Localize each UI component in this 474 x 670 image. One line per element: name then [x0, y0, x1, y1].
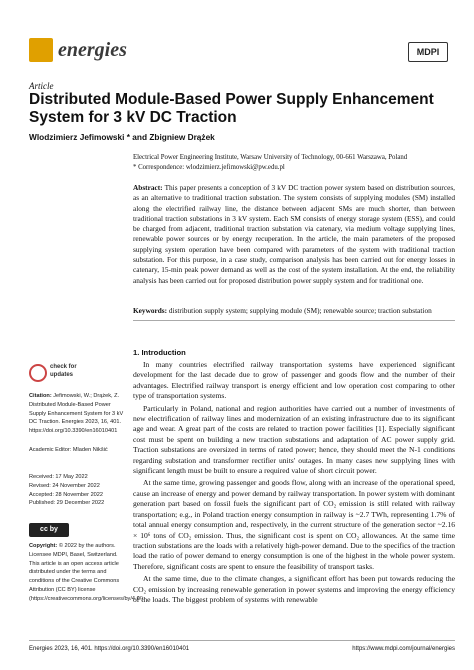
copyright-text: © 2022 by the authors. Licensee MDPI, Basel, Switzerland. This article is an open access article distributed under the terms and conditions of the Creative Commons Attribution (CC BY) license (https://creativecommons.org/licenses/by/4.0/). — [29, 543, 145, 602]
abstract-label: Abstract: — [133, 183, 163, 192]
keywords — [133, 306, 455, 316]
citation-text[interactable]: Jefimowski, W.; Drążek, Z. Distributed Module-Based Power Supply Enhancement System for 3 kV DC Traction. Energies 2023, 16, 401. https://doi.org/10.3390/en16010401 — [29, 393, 124, 435]
dates — [29, 473, 127, 508]
published-date: Published: 29 December 2022 — [29, 500, 105, 507]
footer-divider — [29, 640, 455, 641]
copyright-label: Copyright: — [29, 543, 58, 549]
keywords-label: Keywords: — [133, 306, 168, 315]
article-title: Distributed Module-Based Power Supply Enhancement System for 3 kV DC Traction — [29, 91, 434, 126]
abstract — [133, 183, 455, 286]
article-type: Article — [29, 81, 54, 91]
citation-label: Citation: — [29, 393, 52, 399]
abstract-text: This paper presents a conception of 3 kV DC traction power system based on distribution sources, as an alternative to traditional traction substation. The system consists of supplying modules (SM) installed along the electrified railway line, the distance between adjacent SMs are much shorter, than between traditional traction substations in 3 kV system. Each SM consists of energy storage system (ESS), and could be charged from adjacent, traditional traction substation via catenary, via medium voltage supplying lines, renewable power sources or by energy recuperation. In the article, the main parameters of the proposed supplying system operation have been compared with parameters of the system with traditional traction substation. For this purpose, in a case study, comparison analysis has been carried out for energy losses in catenary, 15-min peak power demand as well as the cost of the system installation. At the end, the reliability analysis has been carried out for proposed distribution power supply system and for traditional one. — [133, 183, 455, 285]
academic-editor: Academic Editor: Mladen Nikšić — [29, 447, 108, 453]
introduction-body — [133, 360, 455, 607]
accepted-date: Accepted: 28 November 2022 — [29, 491, 104, 498]
footer-journal-link[interactable]: https://www.mdpi.com/journal/energies — [352, 646, 455, 652]
affiliation: Electrical Power Engineering Institute, Warsaw University of Technology, 00-661 Warszawa, Poland — [133, 154, 408, 161]
copyright — [29, 542, 145, 604]
correspondence[interactable]: * Correspondence: wlodzimierz.jefimowski@pw.edu.pl — [133, 164, 285, 171]
publisher-logo[interactable]: MDPI — [408, 42, 448, 62]
keywords-text: distribution supply system; supplying module (SM); renewable source; traction substation — [168, 306, 432, 315]
author-list: Wlodzimierz Jefimowski * and Zbigniew Drążek — [29, 132, 215, 142]
footer-citation[interactable]: Energies 2023, 16, 401. https://doi.org/10.3390/en16010401 — [29, 646, 190, 652]
paragraph: Particularly in Poland, national and region authorities have carried out a number of investments of new electrification of railway lines and modernization of an existing infrastructure due to its significant age and wear. A great part of the costs are related to traction power facilities [1]. Especially significant cost must be spent on building a new traction substations and adaptation of AC power supply grid. Traction substations are oversized in terms of rated power; hence, they should meet the N-1 conditions regarding substation and transformer rectifier units' outages. In many cases new supplying lines with significant length must be built to ensure a required value of short circuit power. — [133, 403, 455, 476]
abstract-divider — [133, 320, 455, 321]
journal-logo-icon — [29, 38, 53, 62]
received-date: Received: 17 May 2022 — [29, 474, 88, 480]
paragraph: At the same time, growing passenger and goods flow, along with an increase of the operational speed, cause an increase of energy and power demand by railway transportation. In power system with dominant generation part based on fossil fuels the significant part of CO₂ emission is still related with railway transportation; e.g., in Poland traction energy consumption in railway is ~2.7 TWh, representing 1.7% of total annual energy consumption and, respectively, in the current structure of the generation sector ~2.16 × 10⁶ tons of CO₂ emission. Thus, the significant cost is spent on CO₂ allowances. At the same time traction substations are the loads with a relatively high-power demand. Due to the specifics of the traction load the ratio of power demand to energy consumption is one of the highest in the whole power system. Therefore, significant costs are spent to ensure the feasibility of transport tasks. — [133, 478, 455, 571]
check-updates-label[interactable]: check for updates — [50, 364, 77, 378]
citation — [29, 392, 127, 436]
paragraph: In many countries electrified railway transportation systems have experienced significant development for the last decade due to grow of passenger and goods flow and the number of their advantages. Electrified railway transport is energy efficient and low operation cost comparing to other type of transportation systems. — [133, 360, 455, 401]
check-updates-icon[interactable] — [29, 364, 47, 382]
cc-license-badge[interactable]: cc by — [29, 523, 69, 537]
affiliation-block — [133, 153, 453, 173]
section-title: 1. Introduction — [133, 348, 186, 357]
journal-name[interactable]: energies — [58, 39, 127, 61]
revised-date: Revised: 24 November 2022 — [29, 482, 100, 489]
paragraph: At the same time, due to the climate changes, a significant effort has been put towards reducing the CO₂ emission by increasing renewable generation in power systems and improving the energy efficiency of the loads. The biggest problem of systems with renewable — [133, 574, 455, 604]
